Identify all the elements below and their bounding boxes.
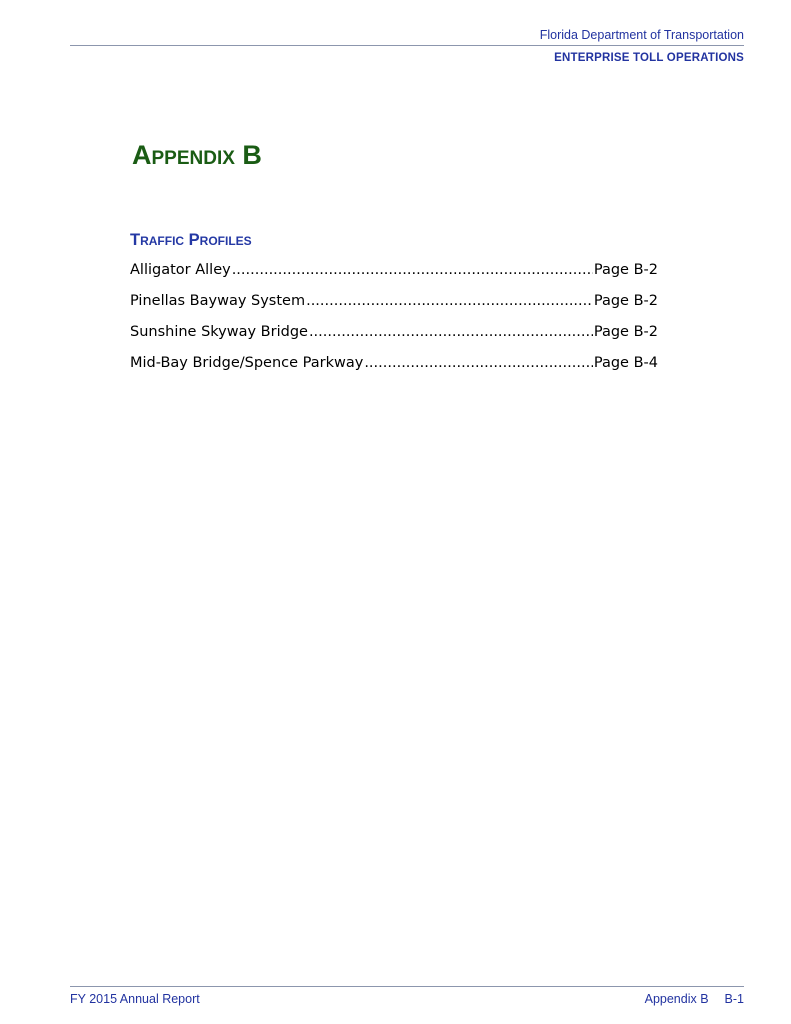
toc-leader-dots <box>232 262 593 278</box>
footer-page-info <box>645 992 744 1006</box>
division-name: ENTERPRISE TOLL OPERATIONS <box>554 52 744 64</box>
appendix-title: Appendix B <box>132 140 262 170</box>
section-heading: Traffic Profiles <box>130 231 252 249</box>
toc-leader-dots <box>306 293 593 309</box>
page-number: B-1 <box>724 992 744 1006</box>
toc-entry[interactable] <box>130 293 658 324</box>
toc-entry-label: Mid-Bay Bridge/Spence Parkway <box>130 355 364 371</box>
table-of-contents <box>130 262 658 386</box>
header-divider <box>70 45 744 46</box>
report-name: FY 2015 Annual Report <box>70 992 200 1006</box>
toc-leader-dots <box>309 324 593 340</box>
toc-entry-label: Sunshine Skyway Bridge <box>130 324 308 340</box>
toc-entry-label: Pinellas Bayway System <box>130 293 306 309</box>
toc-entry-label: Alligator Alley <box>130 262 231 278</box>
toc-leader-dots <box>364 355 593 371</box>
department-name: Florida Department of Transportation <box>539 28 744 42</box>
toc-entry[interactable] <box>130 355 658 386</box>
toc-entry-page: Page B-4 <box>593 355 658 371</box>
toc-entry-page: Page B-2 <box>593 324 658 340</box>
toc-entry-page: Page B-2 <box>593 262 658 278</box>
footer-divider <box>70 986 744 987</box>
toc-entry-page: Page B-2 <box>593 293 658 309</box>
toc-entry[interactable] <box>130 262 658 293</box>
footer-section: Appendix B <box>644 992 709 1006</box>
toc-entry[interactable] <box>130 324 658 355</box>
